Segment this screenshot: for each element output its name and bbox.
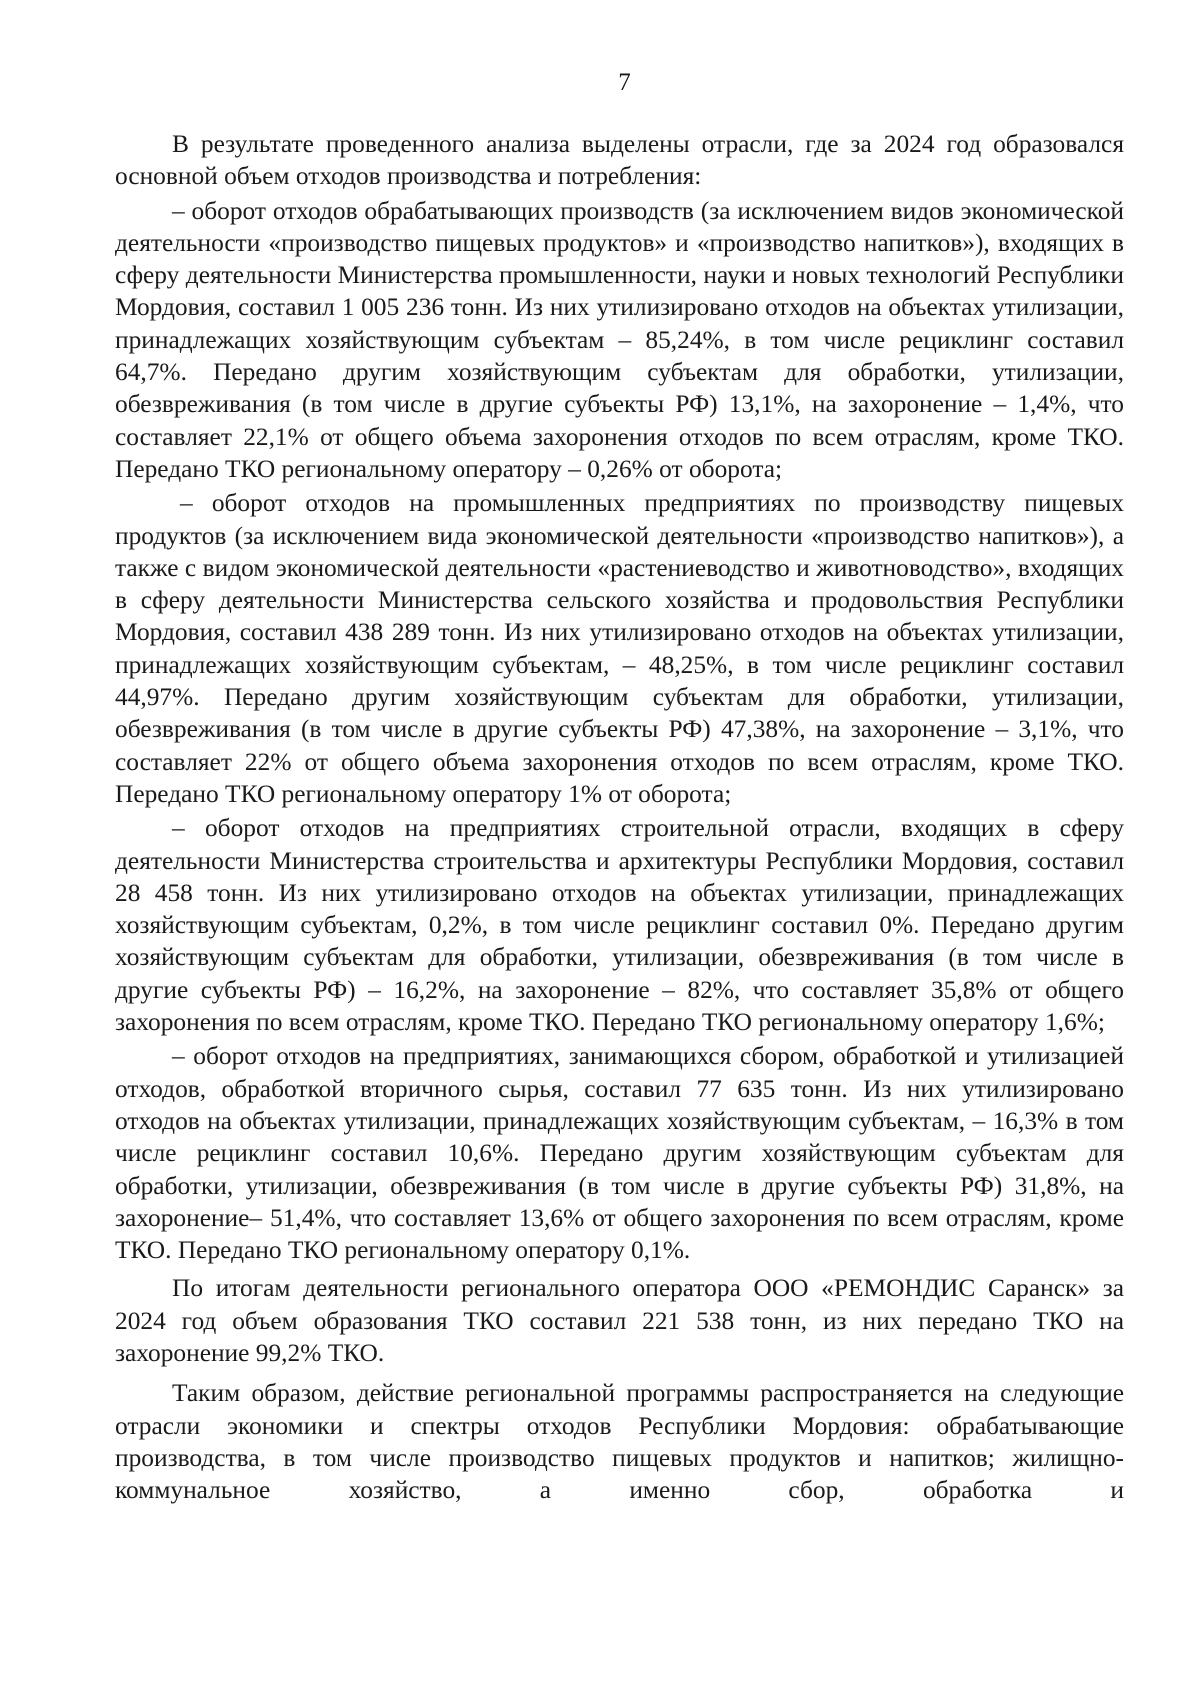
conclusion-paragraph: Таким образом, действие региональной программы распространяется на следующие отрасли экономики и спектры отходов Республики Мордовия: обрабатывающие производства, в том числе производство пищевых продуктов и напитков; жилищно-коммунальное хозяйство, а именно сбор, обработка и [115, 1379, 1124, 1505]
manufacturing-waste-paragraph: – оборот отходов обрабатывающих производств (за исключением видов экономической деятельности «производство пищевых продуктов» и «производство напитков»), входящих в сферу деятельности Министерства промышленности, науки и новых технологий Республики Мордовия, составил 1 005 236 тонн. Из них утилизировано отходов на объектах утилизации, принадлежащих хозяйствующим субъектам – 85,24%, в том числе рециклинг составил 64,7%. Передано другим хозяйствующим субъектам для обработки, утилизации, обезвреживания (в том числе в другие субъекты РФ) 13,1%, на захоронение – 1,4%, что составляет 22,1% от общего объема захоронения отходов по всем отраслям, кроме ТКО. Передано ТКО региональному оператору – 0,26% от оборота; [115, 196, 1124, 483]
intro-paragraph: В результате проведенного анализа выделены отрасли, где за 2024 год образовался основной объем отходов производства и потребления: [115, 130, 1124, 191]
page-number: 7 [618, 69, 631, 96]
food-industry-waste-paragraph: – оборот отходов на промышленных предприятиях по производству пищевых продуктов (за исключением вида экономической деятельности «производство напитков»), а также с видом экономической деятельности «растениеводство и животноводство», входящих в сферу деятельности Министерства сельского хозяйства и продовольствия Республики Мордовия, составил 438 289 тонн. Из них утилизировано отходов на объектах утилизации, принадлежащих хозяйствующим субъектам, – 48,25%, в том числе рециклинг составил 44,97%. Передано другим хозяйствующим субъектам для обработки, утилизации, обезвреживания (в том числе в другие субъекты РФ) 47,38%, на захоронение – 3,1%, что составляет 22% от общего объема захоронения отходов по всем отраслям, кроме ТКО. Передано ТКО региональному оператору 1% от оборота; [115, 489, 1124, 808]
construction-waste-paragraph: – оборот отходов на предприятиях строительной отрасли, входящих в сферу деятельности Министерства строительства и архитектуры Республики Мордовия, составил 28 458 тонн. Из них утилизировано отходов на объектах утилизации, принадлежащих хозяйствующим субъектам, 0,2%, в том числе рециклинг составил 0%. Передано другим хозяйствующим субъектам для обработки, утилизации, обезвреживания (в том числе в другие субъекты РФ) – 16,2%, на захоронение – 82%, что составляет 35,8% от общего захоронения по всем отраслям, кроме ТКО. Передано ТКО региональному оператору 1,6%; [115, 814, 1124, 1037]
regional-operator-paragraph: По итогам деятельности регионального оператора ООО «РЕМОНДИС Саранск» за 2024 год объем образования ТКО составил 221 538 тонн, из них передано ТКО на захоронение 99,2% ТКО. [115, 1274, 1124, 1367]
document-body [115, 128, 1124, 1506]
waste-processing-paragraph: – оборот отходов на предприятиях, занимающихся сбором, обработкой и утилизацией отходов, обработкой вторичного сырья, составил 77 635 тонн. Из них утилизировано отходов на объектах утилизации, принадлежащих хозяйствующим субъектам, – 16,3% в том числе рециклинг составил 10,6%. Передано другим хозяйствующим субъектам для обработки, утилизации, обезвреживания (в том числе в другие субъекты РФ) 31,8%, на захоронение– 51,4%, что составляет 13,6% от общего захоронения по всем отраслям, кроме ТКО. Передано ТКО региональному оператору 0,1%. [115, 1042, 1124, 1265]
